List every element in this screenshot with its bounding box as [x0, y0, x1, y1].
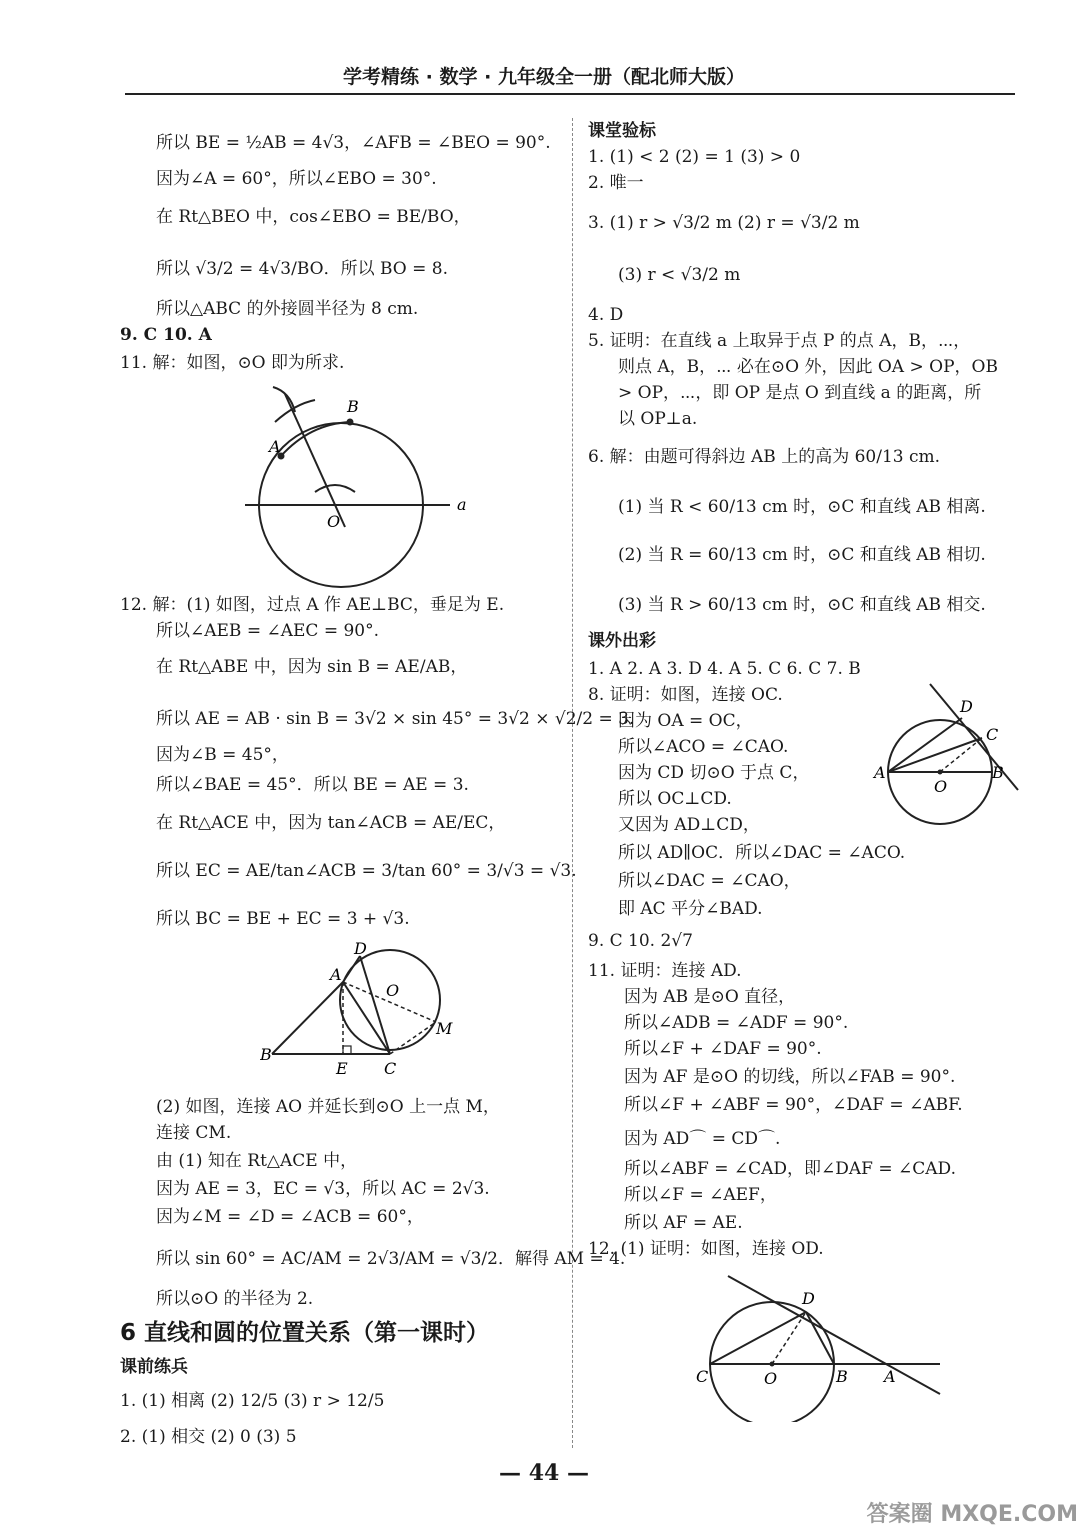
subsection-title: 课堂验标: [588, 121, 656, 141]
subsection-title: 课前练兵: [120, 1357, 188, 1377]
text-line: 所以 OC⊥CD.: [618, 789, 732, 809]
text-line: 由 (1) 知在 Rt△ACE 中，: [156, 1151, 358, 1171]
text-line: 因为 AD⌒ = CD⌒.: [624, 1129, 781, 1149]
watermark-logo: 答案圈 MXQE.COM: [866, 1502, 1078, 1527]
fig3-label-O: O: [934, 777, 948, 796]
page-header: 学考精练 · 数学 · 九年级全一册（配北师大版）: [343, 66, 745, 88]
text-line: 6. 解：由题可得斜边 AB 上的高为 60/13 cm.: [588, 447, 941, 467]
header-rule: [125, 93, 1015, 95]
text-line: 在 Rt△ABE 中，因为 sin B = AE/AB，: [156, 657, 468, 677]
fig2-label-C: C: [384, 1059, 397, 1078]
text-line: 所以∠ACO = ∠CAO.: [618, 737, 789, 757]
figure-tangent-line: [688, 1272, 948, 1422]
fig2-label-D: D: [354, 942, 367, 958]
fig1-label-A: A: [269, 437, 281, 456]
text-line: 所以 BC = BE + EC = 3 + √3.: [156, 909, 410, 929]
fig2-label-M: M: [436, 1019, 453, 1038]
text-line: 因为 AE = 3，EC = √3，所以 AC = 2√3.: [156, 1179, 490, 1199]
section-title: 6 直线和圆的位置关系（第一课时）: [120, 1320, 490, 1346]
text-line: 因为 AB 是⊙O 直径，: [624, 987, 796, 1007]
fig1-label-a: a: [457, 495, 467, 514]
text-line: 12. (1) 证明：如图，连接 OD.: [588, 1239, 824, 1259]
text-line: 1. A 2. A 3. D 4. A 5. C 6. C 7. B: [588, 659, 861, 679]
text-line: 因为 AF 是⊙O 的切线，所以∠FAB = 90°.: [624, 1067, 956, 1087]
text-line: 11. 解：如图，⊙O 即为所求.: [120, 353, 345, 373]
text-line: (2) 当 R = 60/13 cm 时，⊙C 和直线 AB 相切.: [618, 545, 986, 565]
fig2-label-O: O: [386, 981, 400, 1000]
text-line: 则点 A，B，⋯ 必在⊙O 外，因此 OA > OP，OB: [618, 357, 998, 377]
subsection-title: 课外出彩: [588, 631, 656, 651]
text-line: 所以∠ABF = ∠CAD，即∠DAF = ∠CAD.: [624, 1159, 956, 1179]
text-line: (3) 当 R > 60/13 cm 时，⊙C 和直线 AB 相交.: [618, 595, 986, 615]
text-line: (3) r < √3/2 m: [618, 265, 741, 285]
text-line: 因为 CD 切⊙O 于点 C，: [618, 763, 810, 783]
text-line: 1. (1) 相离 (2) 12/5 (3) r > 12/5: [120, 1391, 385, 1411]
text-line: 所以 EC = AE/tan∠ACB = 3/tan 60° = 3/√3 = √3.: [156, 861, 577, 881]
text-line: 9. C 10. 2√7: [588, 931, 693, 951]
fig1-label-O: O: [327, 512, 341, 531]
text-line: 以 OP⊥a.: [618, 409, 698, 429]
fig1-label-B: B: [347, 397, 359, 416]
text-line: 所以 √3/2 = 4√3/BO．所以 BO = 8.: [156, 259, 449, 279]
text-line: 所以 BE = ½AB = 4√3，∠AFB = ∠BEO = 90°.: [156, 133, 551, 153]
text-line: 所以 AE = AB · sin B = 3√2 × sin 45° = 3√2 × √2/2 = 3.: [156, 709, 635, 729]
text-line: 所以 AD∥OC．所以∠DAC = ∠ACO.: [618, 843, 906, 863]
figure-triangle-circle: [260, 942, 520, 1082]
fig3-label-B: B: [992, 763, 1004, 782]
text-line: 所以 AF = AE.: [624, 1213, 743, 1233]
text-line: 所以∠DAC = ∠CAO，: [618, 871, 801, 891]
text-line: 所以∠BAE = 45°．所以 BE = AE = 3.: [156, 775, 469, 795]
text-line: > OP，⋯，即 OP 是点 O 到直线 a 的距离，所: [618, 383, 982, 403]
text-line: 4. D: [588, 305, 624, 325]
text-line: 所以⊙O 的半径为 2.: [156, 1289, 314, 1309]
text-line: (1) 当 R < 60/13 cm 时，⊙C 和直线 AB 相离.: [618, 497, 986, 517]
text-line: 所以 sin 60° = AC/AM = 2√3/AM = √3/2．解得 AM = 4.: [156, 1249, 626, 1269]
fig2-label-E: E: [336, 1059, 348, 1078]
text-line: 所以∠AEB = ∠AEC = 90°.: [156, 621, 380, 641]
text-line: 9. C 10. A: [120, 325, 212, 345]
fig4-label-O: O: [764, 1369, 778, 1388]
text-line: 因为 OA = OC，: [618, 711, 753, 731]
text-line: 因为∠A = 60°，所以∠EBO = 30°.: [156, 169, 437, 189]
text-line: 又因为 AD⊥CD，: [618, 815, 760, 835]
text-line: 在 Rt△BEO 中，cos∠EBO = BE/BO，: [156, 207, 471, 227]
text-line: 连接 CM.: [156, 1123, 232, 1143]
fig4-label-D: D: [802, 1289, 815, 1308]
text-line: 所以∠F = ∠AEF，: [624, 1185, 777, 1205]
fig4-label-B: B: [836, 1367, 848, 1386]
text-line: 所以∠F + ∠DAF = 90°.: [624, 1039, 822, 1059]
text-line: 12. 解：(1) 如图，过点 A 作 AE⊥BC，垂足为 E.: [120, 595, 505, 615]
text-line: 5. 证明：在直线 a 上取异于点 P 的点 A，B，⋯，: [588, 331, 971, 351]
fig4-label-C: C: [696, 1367, 709, 1386]
text-line: 所以∠ADB = ∠ADF = 90°.: [624, 1013, 849, 1033]
figure-circle-construction: [235, 382, 595, 592]
text-line: (2) 如图，连接 AO 并延长到⊙O 上一点 M，: [156, 1097, 500, 1117]
text-line: 3. (1) r > √3/2 m (2) r = √3/2 m: [588, 213, 860, 233]
fig2-label-A: A: [330, 965, 342, 984]
fig4-label-A: A: [884, 1367, 896, 1386]
text-line: 11. 证明：连接 AD.: [588, 961, 742, 981]
text-line: 2. (1) 相交 (2) 0 (3) 5: [120, 1427, 297, 1447]
text-line: 在 Rt△ACE 中，因为 tan∠ACB = AE/EC，: [156, 813, 506, 833]
text-line: 所以∠F + ∠ABF = 90°，∠DAF = ∠ABF.: [624, 1095, 963, 1115]
fig3-label-D: D: [960, 697, 973, 716]
fig3-label-A: A: [874, 763, 886, 782]
figure-tangent-circle: [872, 680, 1022, 830]
text-line: 所以△ABC 的外接圆半径为 8 cm.: [156, 299, 419, 319]
fig2-label-B: B: [260, 1045, 272, 1064]
text-line: 因为∠M = ∠D = ∠ACB = 60°，: [156, 1207, 424, 1227]
text-line: 1. (1) < 2 (2) = 1 (3) > 0: [588, 147, 801, 167]
text-line: 即 AC 平分∠BAD.: [618, 899, 763, 919]
text-line: 2. 唯一: [588, 173, 644, 193]
text-line: 因为∠B = 45°，: [156, 745, 289, 765]
text-line: 8. 证明：如图，连接 OC.: [588, 685, 783, 705]
page-number: — 44 —: [499, 1460, 589, 1486]
fig3-label-C: C: [986, 725, 999, 744]
